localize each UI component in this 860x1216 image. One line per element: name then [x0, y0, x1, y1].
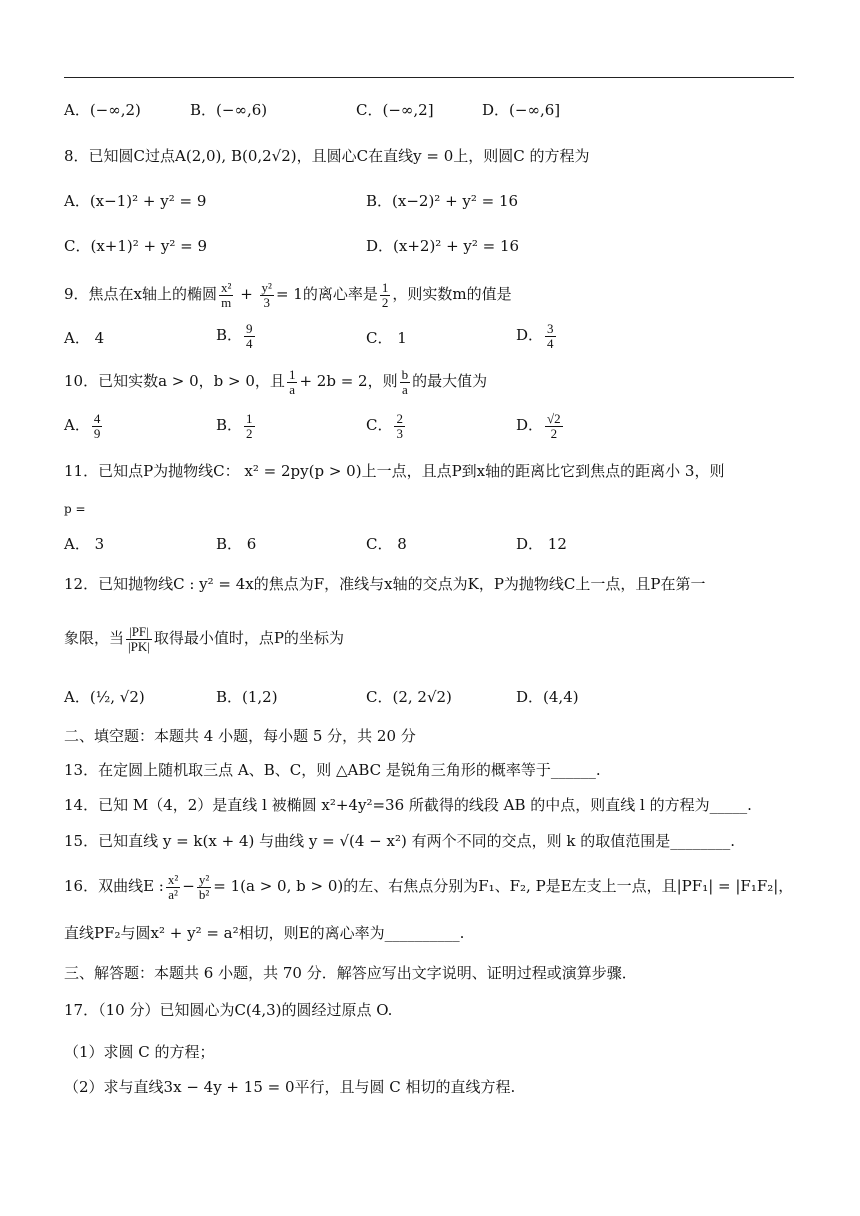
q9-option-b-frac	[244, 322, 255, 351]
q11-stem-2: p =	[64, 502, 86, 516]
q16-line-2: 直线PF₂与圆x² + y² = a²相切，则E的离心率为__________.	[64, 924, 465, 942]
q7-option-d: D．(−∞,6]	[482, 101, 561, 119]
q17-part-1: （1）求圆 C 的方程；	[64, 1043, 215, 1061]
q9-ellipse-x-den: m	[221, 294, 232, 310]
q12-option-c: C．(2, 2√2)	[366, 688, 452, 706]
q9-ellipse-rhs: = 1	[275, 285, 303, 303]
q11-stem: 11．已知点P为抛物线C： x² = 2py(p > 0)上一点，且点P到x轴的距离比它到焦点的距离小 3，则	[64, 462, 725, 480]
q16-x-num: x²	[167, 871, 179, 887]
q9-option-d-label: D．	[516, 326, 544, 344]
q9-stem-post: ，则实数m的值是	[392, 285, 512, 303]
q10-option-c	[366, 408, 407, 442]
q11-option-c: C． 8	[366, 535, 407, 553]
q12-abs-den: |PK|	[128, 638, 150, 654]
q10-option-b-den: 2	[246, 425, 253, 441]
q10-option-d-den: 2	[550, 425, 558, 441]
q10-option-b-frac	[244, 412, 255, 441]
q8-option-a: A．(x−1)² + y² = 9	[64, 192, 207, 210]
q10-option-d-frac	[545, 412, 563, 441]
q11-option-b: B． 6	[216, 535, 257, 553]
section-2-heading: 二、填空题：本题共 4 小题，每小题 5 分，共 20 分	[64, 727, 416, 745]
q9-option-b-den: 4	[246, 335, 253, 351]
q17-part-2: （2）求与直线3x − 4y + 15 = 0平行，且与圆 C 相切的直线方程.	[64, 1078, 516, 1096]
q12-option-a-label: A．	[64, 688, 90, 706]
q9-ecc-num: 1	[381, 279, 389, 295]
q7-option-a: A．(−∞,2)	[64, 101, 141, 119]
q16-pre: 16．双曲线E :	[64, 877, 164, 895]
q12-stem-2	[64, 620, 344, 656]
q9-option-b	[216, 318, 257, 352]
q10-cond-rest: + 2b = 2	[299, 372, 368, 390]
q9-option-c: C． 1	[366, 329, 407, 347]
q9-ellipse-y	[260, 281, 274, 310]
section-3-heading: 三、解答题：本题共 6 小题，共 70 分．解答应写出文字说明、证明过程或演算步骤．	[64, 964, 637, 982]
header-rule	[64, 77, 794, 78]
q15: 15．已知直线 y = k(x + 4) 与曲线 y = √(4 − x²) 有两个不同的交点，则 k 的取值范围是________.	[64, 832, 735, 850]
q12-option-a	[64, 683, 145, 711]
q11-option-a: A． 3	[64, 535, 105, 553]
q14: 14．已知 M（4，2）是直线 l 被椭圆 x²+4y²=36 所截得的线段 AB 的中点，则直线 l 的方程为_____.	[64, 796, 752, 814]
q9-stem-mid: 的离心率是	[302, 285, 378, 303]
q9-ecc-den: 2	[381, 294, 389, 310]
q10-option-a-label: A．	[64, 416, 90, 434]
q12-option-d: D．(4,4)	[516, 688, 579, 706]
q10-option-a-num: 4	[93, 410, 101, 426]
q10-stem	[64, 364, 487, 398]
q16-y-den: b²	[198, 886, 210, 902]
q9-option-d	[516, 318, 558, 352]
q17-stem: 17．（10 分）已知圆心为C(4,3)的圆经过原点 O.	[64, 1001, 393, 1019]
q16-y-num: y²	[198, 871, 210, 887]
q10-option-b	[216, 408, 257, 442]
q9-ellipse-y-num: y²	[261, 279, 272, 295]
q10-option-d-num: √2	[547, 410, 561, 426]
q16-x-den: a²	[168, 886, 178, 902]
q10-option-b-num: 1	[246, 410, 253, 426]
q10-cond-den: a	[289, 381, 296, 397]
q9-option-d-frac	[545, 322, 556, 351]
q10-ratio-num: b	[401, 366, 409, 382]
q11-option-d: D． 12	[516, 535, 567, 553]
q10-option-c-den: 3	[396, 425, 403, 441]
q7-option-b: B．(−∞,6)	[190, 101, 268, 119]
q10-stem-mid: ，则	[367, 372, 398, 390]
q16-y-frac	[197, 873, 211, 902]
q10-option-a-frac	[92, 412, 103, 441]
q8-option-d: D．(x+2)² + y² = 16	[366, 237, 520, 255]
q10-option-c-frac	[394, 412, 405, 441]
q12-ratio-frac	[126, 625, 152, 654]
q10-ratio-den: a	[401, 381, 408, 397]
q8-option-b: B．(x−2)² + y² = 16	[366, 192, 519, 210]
q8-stem: 8．已知圆C过点A(2,0), B(0,2√2)，且圆心C在直线y = 0上，则圆C 的方程为	[64, 147, 590, 165]
q12-stem2-post: 取得最小值时，点P的坐标为	[153, 629, 344, 647]
q9-option-a: A． 4	[64, 329, 105, 347]
q16-x-frac	[166, 873, 180, 902]
q9-ellipse-x	[219, 281, 233, 310]
q10-option-b-label: B．	[216, 416, 243, 434]
q10-option-d-label: D．	[516, 416, 544, 434]
q16-stem: 16．双曲线E : $\frac{\text{x²}}{\text{a²}}$ − $\frac{\text{y²}}{\text{b²}}$ = 1(a > 0, b > 0)的左、右焦点分别为F₁、F₂, P是E左支上一点，且|PF₁| = |F₁F₂|，	[64, 871, 794, 902]
q9-option-d-num: 3	[547, 320, 554, 336]
q9-ellipse-y-den: 3	[263, 294, 270, 310]
q9-option-b-label: B．	[216, 326, 243, 344]
q12-abs-num: |PF|	[126, 625, 152, 640]
q13: 13．在定圆上随机取三点 A、B、C，则 △ABC 是锐角三角形的概率等于______.	[64, 761, 601, 779]
q10-stem-pre: 10．已知实数a > 0，b > 0，且	[64, 372, 285, 390]
q10-option-d	[516, 408, 565, 442]
q8-option-c: C．(x+1)² + y² = 9	[64, 237, 208, 255]
q10-option-a	[64, 408, 104, 442]
q10-cond-frac	[287, 368, 298, 397]
q10-stem-post: 的最大值为	[412, 372, 488, 390]
q10-option-c-num: 2	[396, 410, 403, 426]
q16-post: = 1(a > 0, b > 0)的左、右焦点分别为F₁、F₂, P是E左支上一点，且|PF₁| = |F₁F₂|，	[213, 877, 794, 895]
q9-stem-pre: 9．焦点在x轴上的椭圆	[64, 285, 218, 303]
q10-option-a-den: 9	[93, 425, 101, 441]
q9-stem: 9．焦点在x轴上的椭圆 $\frac{\text{x²}}{m}$ + $\frac{\text{y²}}{3}$ = 1的离心率是 $\frac{1}{2}$ ，则实数m的值是	[64, 279, 512, 310]
q9-ecc	[380, 281, 391, 310]
q12-option-b: B．(1,2)	[216, 688, 278, 706]
q12-stem: 12．已知抛物线C : y² = 4x的焦点为F，准线与x轴的交点为K，P为抛物线C上一点，且P在第一	[64, 575, 706, 593]
q10-option-c-label: C．	[366, 416, 393, 434]
q9-ellipse-x-num: x²	[221, 279, 232, 295]
q10-ratio-frac	[400, 368, 411, 397]
q10-cond-num: 1	[288, 366, 296, 382]
q9-option-d-den: 4	[547, 335, 554, 351]
q12-option-a-value: (½, √2)	[89, 688, 145, 706]
q9-option-b-num: 9	[246, 320, 253, 336]
q12-stem2-pre: 象限，当	[64, 629, 125, 647]
q7-option-c: C．(−∞,2]	[356, 101, 434, 119]
